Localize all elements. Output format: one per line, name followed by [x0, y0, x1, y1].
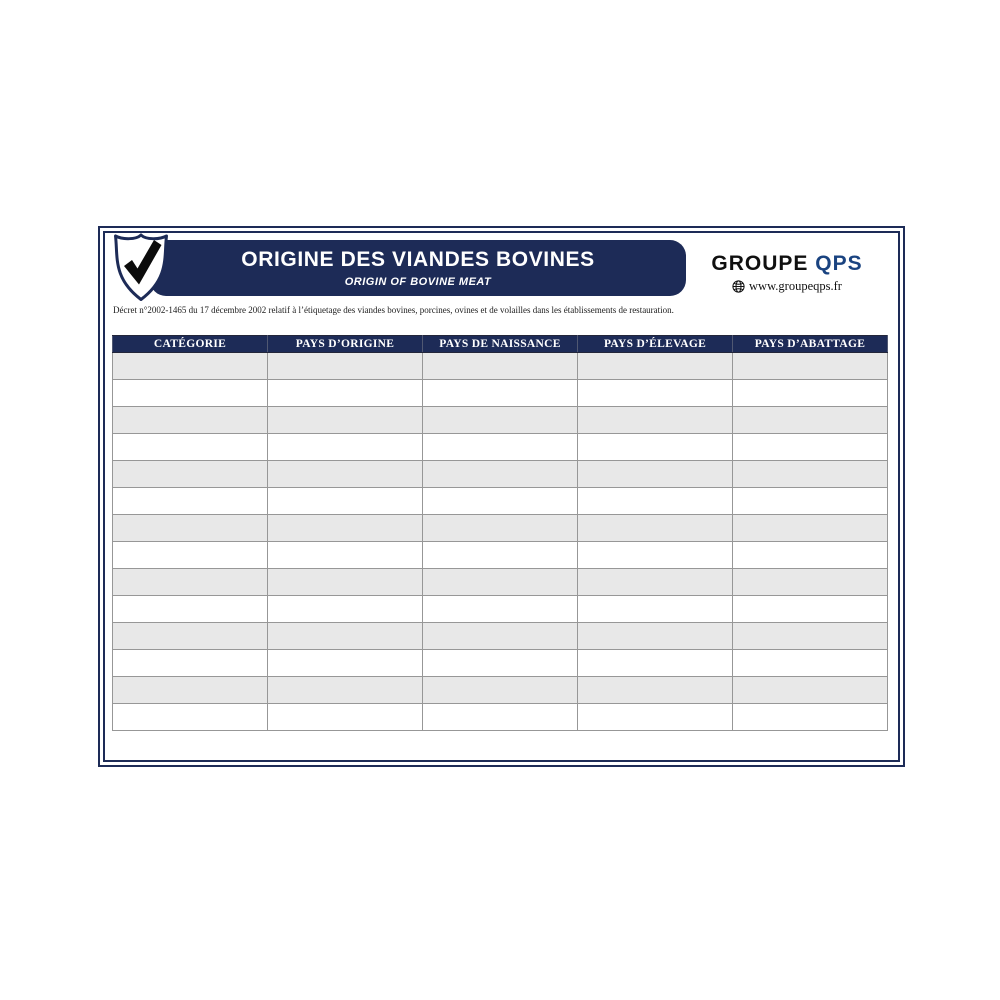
table-cell: [113, 353, 268, 380]
table-cell: [268, 542, 423, 569]
title-banner: [150, 240, 686, 296]
column-header-categorie: CATÉGORIE: [113, 336, 268, 353]
column-header-pays-origine: PAYS D’ORIGINE: [268, 336, 423, 353]
table-cell: [113, 677, 268, 704]
column-header-pays-abattage: PAYS D’ABATTAGE: [733, 336, 888, 353]
table-cell: [113, 434, 268, 461]
table-cell: [268, 353, 423, 380]
table-cell: [733, 380, 888, 407]
company-name-primary: GROUPE: [711, 252, 809, 275]
table-cell: [113, 488, 268, 515]
document-frame: [98, 226, 905, 767]
table-cell: [733, 569, 888, 596]
table-cell: [733, 353, 888, 380]
table-cell: [578, 650, 733, 677]
table-cell: [423, 596, 578, 623]
table-row: [113, 704, 888, 731]
table-row: [113, 434, 888, 461]
table-cell: [733, 542, 888, 569]
table-cell: [578, 704, 733, 731]
table-cell: [578, 488, 733, 515]
company-name: [692, 252, 882, 276]
column-header-pays-elevage: PAYS D’ÉLEVAGE: [578, 336, 733, 353]
table-cell: [268, 704, 423, 731]
table-cell: [578, 542, 733, 569]
table-row: [113, 380, 888, 407]
table-cell: [268, 569, 423, 596]
table-cell: [423, 461, 578, 488]
table-cell: [268, 623, 423, 650]
table-cell: [578, 569, 733, 596]
table-cell: [423, 623, 578, 650]
table-cell: [113, 407, 268, 434]
table-cell: [268, 380, 423, 407]
table-cell: [268, 461, 423, 488]
document-title: ORIGINE DES VIANDES BOVINES: [241, 248, 595, 271]
table-cell: [113, 596, 268, 623]
table-cell: [268, 407, 423, 434]
table-cell: [733, 677, 888, 704]
document-frame-inner: [103, 231, 900, 762]
table-cell: [423, 407, 578, 434]
table-cell: [423, 488, 578, 515]
table-cell: [268, 596, 423, 623]
document-subtitle: ORIGIN OF BOVINE MEAT: [344, 276, 492, 288]
table-row: [113, 407, 888, 434]
table-cell: [423, 677, 578, 704]
table-cell: [578, 596, 733, 623]
table-cell: [113, 515, 268, 542]
origin-table: [112, 335, 888, 731]
table-row: [113, 353, 888, 380]
table-cell: [268, 434, 423, 461]
legal-reference: Décret n°2002-1465 du 17 décembre 2002 relatif à l’étiquetage des viandes bovines, porcines, ovines et de volailles dans les établissements de restauration.: [113, 305, 674, 315]
table-cell: [113, 704, 268, 731]
table-cell: [733, 407, 888, 434]
table-cell: [423, 542, 578, 569]
table-row: [113, 542, 888, 569]
table-cell: [423, 380, 578, 407]
header-row: [113, 336, 888, 353]
table-cell: [733, 596, 888, 623]
table-cell: [578, 677, 733, 704]
table-cell: [268, 677, 423, 704]
table-row: [113, 461, 888, 488]
table-cell: [578, 380, 733, 407]
table-row: [113, 650, 888, 677]
table-row: [113, 596, 888, 623]
table-row: [113, 623, 888, 650]
company-website: www.groupeqps.fr: [749, 279, 842, 293]
table-cell: [733, 704, 888, 731]
globe-icon: [732, 280, 745, 293]
table-cell: [423, 434, 578, 461]
table-cell: [578, 407, 733, 434]
table-cell: [733, 650, 888, 677]
shield-check-icon: [109, 231, 173, 303]
table-cell: [423, 569, 578, 596]
company-name-accent: QPS: [815, 252, 863, 275]
table-cell: [268, 488, 423, 515]
table-cell: [733, 434, 888, 461]
table-cell: [578, 515, 733, 542]
origin-table-header: [113, 336, 888, 353]
table-cell: [113, 623, 268, 650]
table-row: [113, 515, 888, 542]
table-cell: [113, 380, 268, 407]
table-cell: [733, 623, 888, 650]
table-cell: [113, 542, 268, 569]
table-cell: [113, 569, 268, 596]
table-cell: [578, 623, 733, 650]
table-cell: [423, 704, 578, 731]
table-cell: [113, 461, 268, 488]
company-website-row: [692, 279, 882, 294]
table-cell: [113, 650, 268, 677]
table-cell: [733, 488, 888, 515]
table-row: [113, 569, 888, 596]
table-row: [113, 677, 888, 704]
table-body: [113, 353, 888, 731]
company-logo: [692, 252, 882, 294]
table-cell: [578, 434, 733, 461]
table-cell: [423, 650, 578, 677]
table-cell: [578, 461, 733, 488]
table-cell: [268, 515, 423, 542]
table-cell: [423, 515, 578, 542]
table-cell: [733, 515, 888, 542]
table-cell: [268, 650, 423, 677]
column-header-pays-naissance: PAYS DE NAISSANCE: [423, 336, 578, 353]
table-row: [113, 488, 888, 515]
table-cell: [578, 353, 733, 380]
table-cell: [423, 353, 578, 380]
table-cell: [733, 461, 888, 488]
